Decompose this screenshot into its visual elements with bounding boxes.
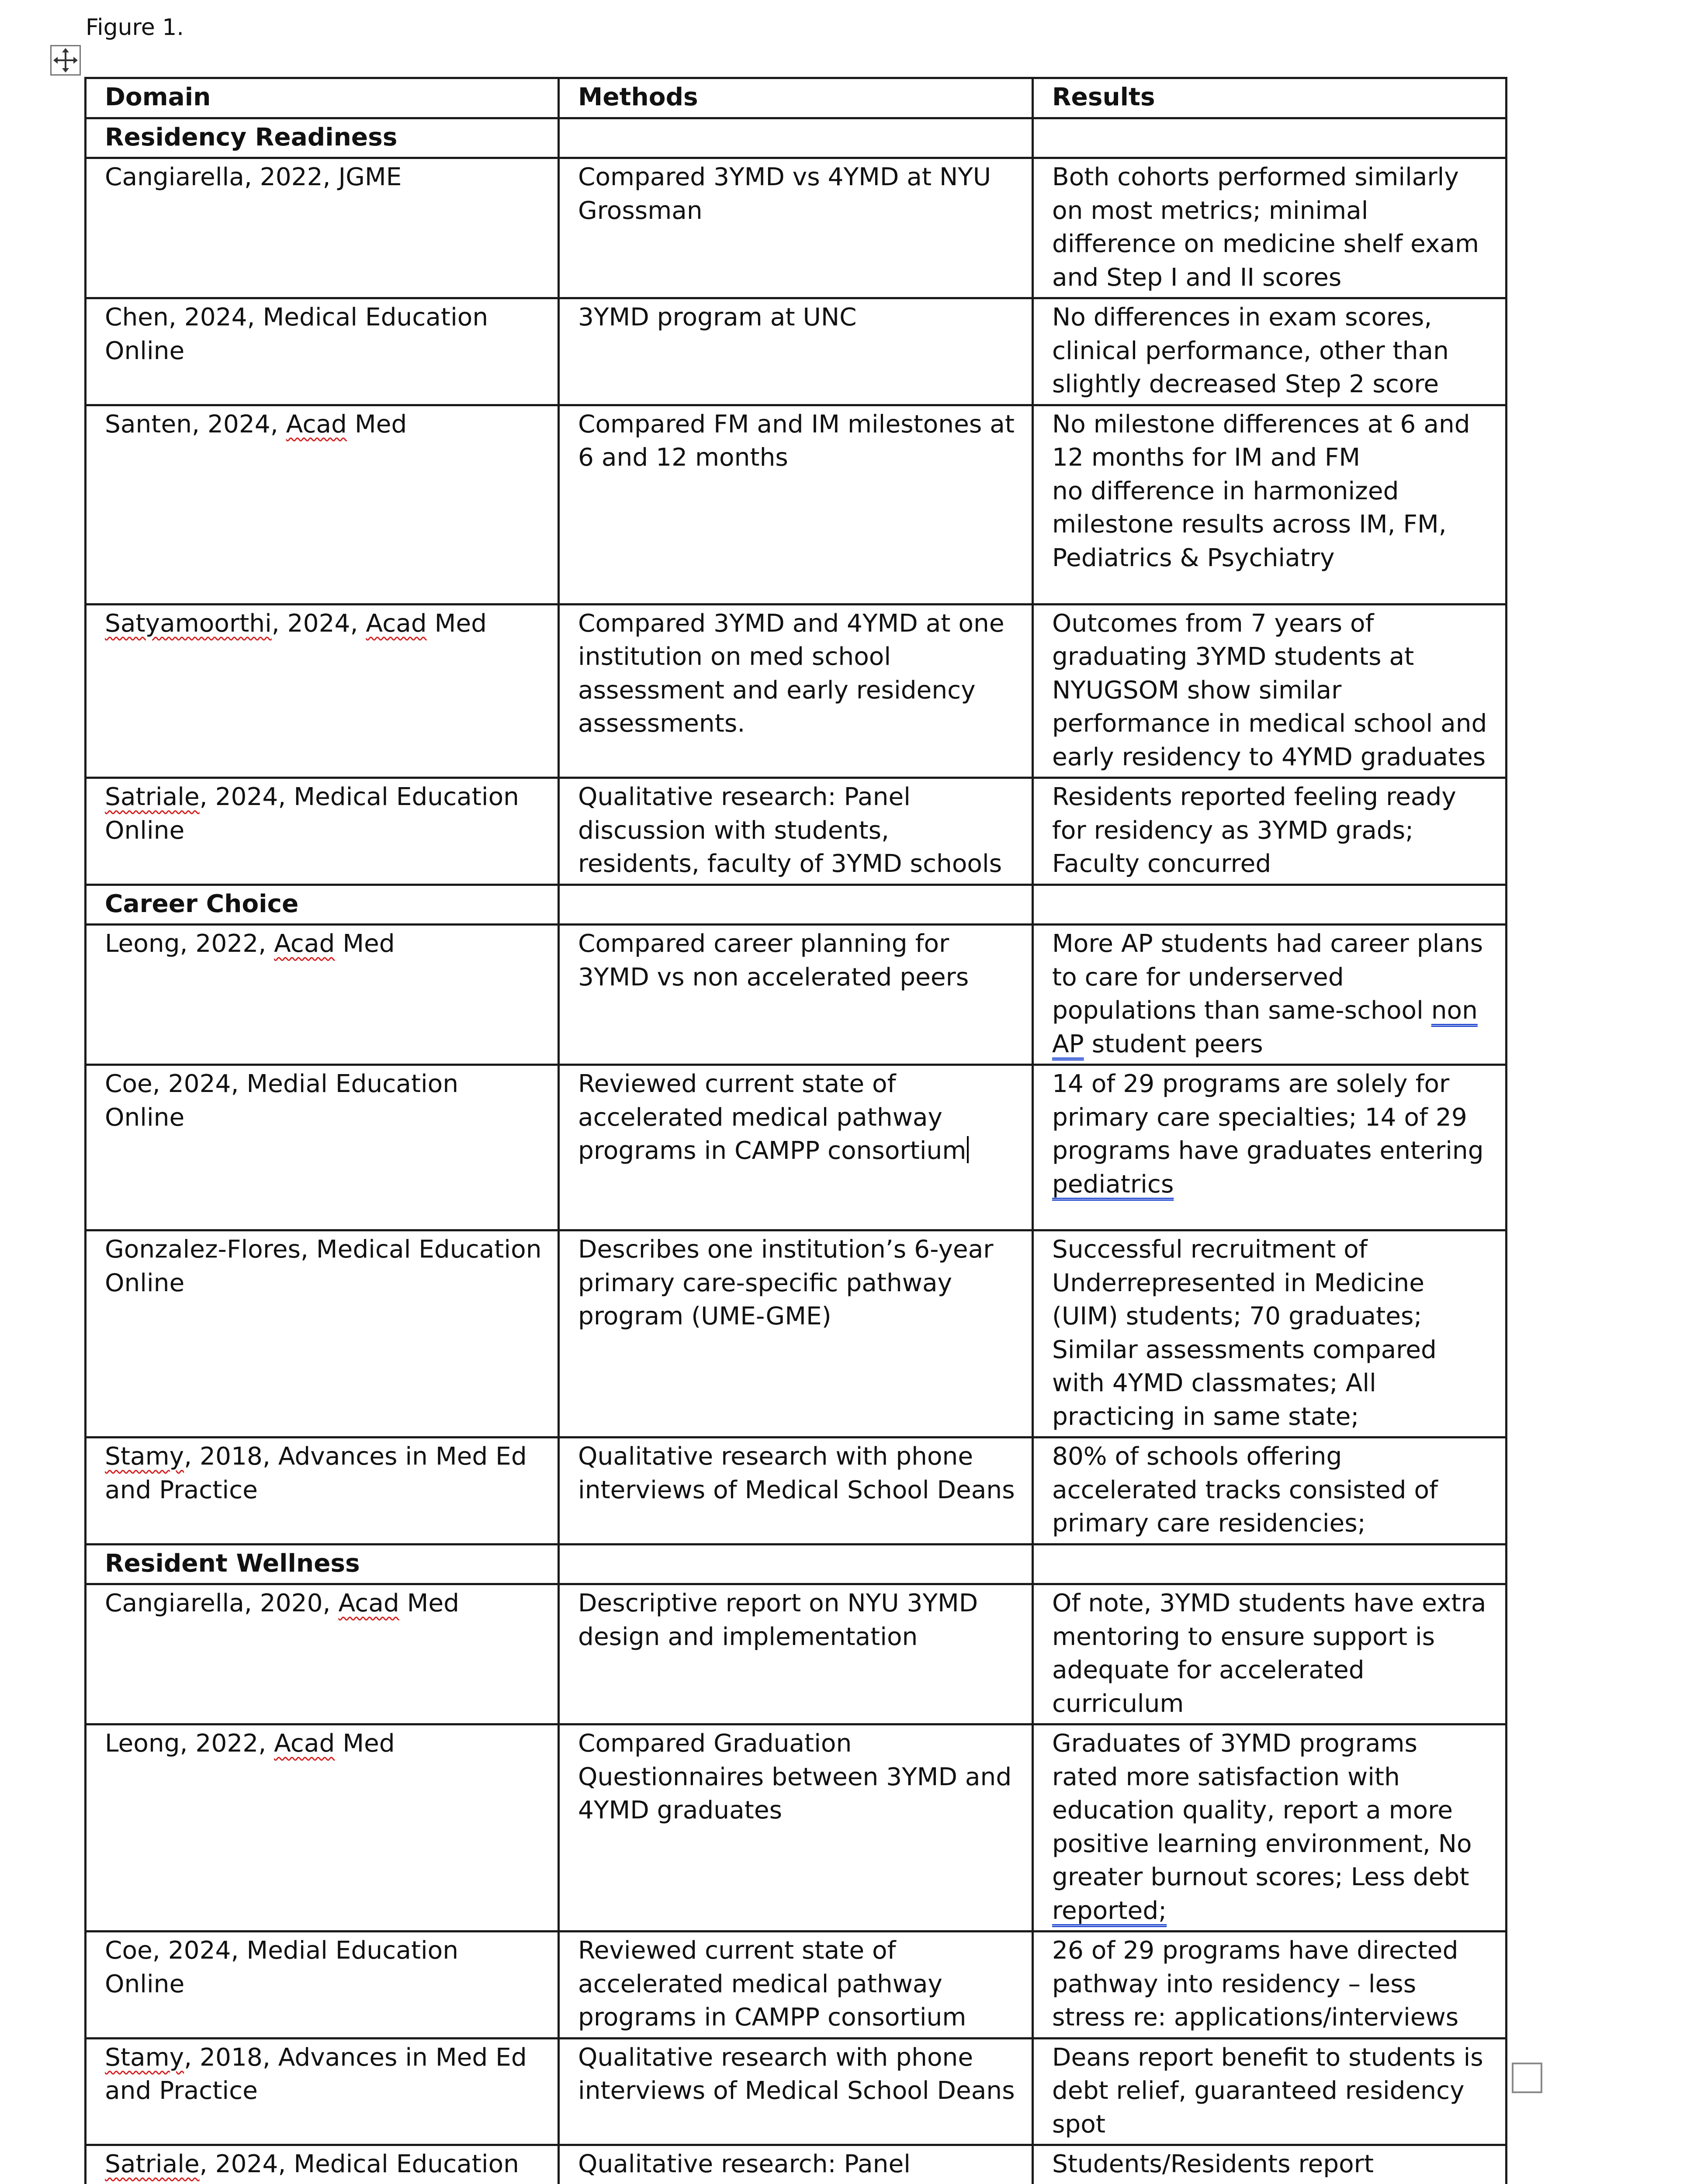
spelling-flag: Stamy bbox=[105, 1442, 184, 1471]
methods-cell[interactable] bbox=[559, 1438, 1033, 1545]
spelling-flag: Acad bbox=[286, 410, 347, 439]
header-results[interactable]: Results bbox=[1033, 78, 1507, 118]
cell-text: , 2024, bbox=[272, 609, 366, 638]
results-cell[interactable] bbox=[1033, 2038, 1507, 2145]
citation-cell[interactable] bbox=[86, 1230, 559, 1438]
empty-cell[interactable] bbox=[559, 118, 1033, 158]
table-row bbox=[86, 1932, 1507, 2039]
cell-text: Compared Graduation Questionnaires between 3YMD and 4YMD graduates bbox=[578, 1729, 1011, 1825]
table-row bbox=[86, 604, 1507, 778]
cell-text: , 2024, Medical Education bbox=[105, 2150, 519, 2184]
cell-text: Qualitative research: Panel bbox=[578, 2150, 1002, 2184]
grammar-flag: non AP bbox=[1052, 996, 1478, 1058]
cell-text: Coe, 2024, Medial Education Online bbox=[105, 1936, 458, 1998]
section-row bbox=[86, 885, 1507, 925]
methods-cell[interactable] bbox=[559, 158, 1033, 298]
cell-text: Leong, 2022, bbox=[105, 930, 274, 958]
table-row bbox=[86, 405, 1507, 604]
text-cursor bbox=[967, 1136, 969, 1163]
methods-cell[interactable] bbox=[559, 1230, 1033, 1438]
citation-cell[interactable] bbox=[86, 1438, 559, 1545]
table-row bbox=[86, 1584, 1507, 1724]
cell-text: Compared 3YMD vs 4YMD at NYU Grossman bbox=[578, 163, 991, 225]
results-cell[interactable] bbox=[1033, 1724, 1507, 1932]
cell-text: No milestone differences at 6 and 12 months for IM and FM bbox=[1052, 410, 1470, 472]
figure-caption: Figure 1. bbox=[86, 12, 184, 43]
cell-text: Compared FM and IM milestones at 6 and 12 months bbox=[578, 410, 1015, 472]
empty-cell[interactable] bbox=[559, 1544, 1033, 1584]
cell-text: Qualitative research with phone interviews of Medical School Deans bbox=[578, 2043, 1015, 2105]
spelling-flag: Acad bbox=[274, 1729, 335, 1758]
methods-cell[interactable] bbox=[559, 1932, 1033, 2039]
cell-text: Graduates of 3YMD programs rated more satisfaction with education quality, report a more positive learning environment, No greater burnout scores; Less debt bbox=[1052, 1729, 1472, 1891]
citation-cell[interactable] bbox=[86, 2038, 559, 2145]
empty-cell[interactable] bbox=[1033, 118, 1507, 158]
spelling-flag: Acad bbox=[274, 930, 335, 958]
cell-text: Qualitative research with phone interviews of Medical School Deans bbox=[578, 1442, 1015, 1504]
results-cell[interactable] bbox=[1033, 1932, 1507, 2039]
cell-text: , 2024, Medical Education Online bbox=[105, 783, 519, 845]
cell-text: 3YMD program at UNC bbox=[578, 303, 857, 332]
section-title[interactable]: Resident Wellness bbox=[86, 1544, 559, 1584]
citation-cell[interactable] bbox=[86, 604, 559, 778]
results-cell[interactable] bbox=[1033, 925, 1507, 1065]
cell-text: Leong, 2022, bbox=[105, 1729, 274, 1758]
table-row bbox=[86, 2038, 1507, 2145]
cell-text: Cangiarella, 2022, JGME bbox=[105, 163, 402, 191]
methods-cell[interactable] bbox=[559, 1065, 1033, 1230]
cell-text: Gonzalez-Flores, Medical Education Online bbox=[105, 1235, 542, 1297]
citation-cell[interactable] bbox=[86, 405, 559, 604]
citation-cell[interactable] bbox=[86, 298, 559, 405]
cell-text: Describes one institution’s 6-year primary care-specific pathway program (UME-GME) bbox=[578, 1235, 994, 1330]
citation-cell[interactable] bbox=[86, 1065, 559, 1230]
cell-text: , 2018, Advances in Med Ed and Practice bbox=[105, 2043, 527, 2105]
citation-cell[interactable] bbox=[86, 158, 559, 298]
spelling-flag: Satriale bbox=[105, 2150, 200, 2178]
table-row bbox=[86, 1438, 1507, 1545]
cell-text: Santen, 2024, bbox=[105, 410, 286, 439]
citation-cell[interactable] bbox=[86, 1724, 559, 1932]
table-row bbox=[86, 1230, 1507, 1438]
table-row bbox=[86, 1724, 1507, 1932]
results-cell[interactable] bbox=[1033, 1230, 1507, 1438]
header-methods[interactable]: Methods bbox=[559, 78, 1033, 118]
methods-cell[interactable] bbox=[559, 2038, 1033, 2145]
section-title[interactable]: Career Choice bbox=[86, 885, 559, 925]
literature-table bbox=[84, 77, 1507, 2184]
header-row bbox=[86, 78, 1507, 118]
spelling-flag: Satyamoorthi bbox=[105, 609, 272, 638]
cell-text: Compared 3YMD and 4YMD at one institution on med school assessment and early residency assessments. bbox=[578, 609, 1004, 738]
results-cell[interactable] bbox=[1033, 2145, 1507, 2184]
section-row bbox=[86, 118, 1507, 158]
section-row bbox=[86, 1544, 1507, 1584]
spelling-flag: Acad bbox=[338, 1589, 399, 1617]
methods-cell[interactable] bbox=[559, 298, 1033, 405]
citation-cell[interactable] bbox=[86, 2145, 559, 2184]
methods-cell[interactable] bbox=[559, 405, 1033, 604]
cell-text: Of note, 3YMD students have extra mentoring to ensure support is adequate for accelerated curriculum bbox=[1052, 1589, 1486, 1718]
grammar-flag: pediatrics bbox=[1052, 1170, 1174, 1199]
cell-text: Compared career planning for 3YMD vs non accelerated peers bbox=[578, 930, 969, 992]
cell-text: Students/Residents report bbox=[1052, 2150, 1474, 2184]
cell-text: , 2018, Advances in Med Ed and Practice bbox=[105, 1442, 527, 1504]
cell-text: no difference in harmonized milestone results across IM, FM, Pediatrics & Psychiatry bbox=[1052, 477, 1447, 572]
spelling-flag: Acad bbox=[366, 609, 426, 638]
cell-text: 80% of schools offering accelerated tracks consisted of primary care residencies; bbox=[1052, 1442, 1438, 1538]
table-row bbox=[86, 778, 1507, 885]
cell-text: Both cohorts performed similarly on most metrics; minimal difference on medicine shelf exam and Step I and II scores bbox=[1052, 163, 1479, 292]
grammar-flag: reported; bbox=[1052, 1897, 1167, 1925]
cell-text: Med bbox=[427, 609, 487, 638]
methods-cell[interactable] bbox=[559, 604, 1033, 778]
results-cell[interactable] bbox=[1033, 1438, 1507, 1545]
results-cell[interactable] bbox=[1033, 158, 1507, 298]
table-resize-handle[interactable] bbox=[1512, 2063, 1542, 2093]
cell-text: Med bbox=[399, 1589, 459, 1617]
results-cell[interactable] bbox=[1033, 1065, 1507, 1230]
empty-cell[interactable] bbox=[1033, 1544, 1507, 1584]
results-cell[interactable] bbox=[1033, 778, 1507, 885]
methods-cell[interactable] bbox=[559, 925, 1033, 1065]
cell-text: Reviewed current state of accelerated medical pathway programs in CAMPP consortium bbox=[578, 1936, 966, 2032]
table-row bbox=[86, 298, 1507, 405]
empty-cell[interactable] bbox=[1033, 885, 1507, 925]
cell-text: Qualitative research: Panel discussion with students, residents, faculty of 3YMD schools bbox=[578, 783, 1002, 878]
table-row bbox=[86, 158, 1507, 298]
cell-text: Deans report benefit to students is debt relief, guaranteed residency spot bbox=[1052, 2043, 1483, 2139]
citation-cell[interactable] bbox=[86, 925, 559, 1065]
cell-text: Med bbox=[335, 1729, 395, 1758]
cell-text: Reviewed current state of accelerated medical pathway programs in CAMPP consortium bbox=[578, 1070, 966, 1165]
cell-text: No differences in exam scores, clinical performance, other than slightly decreased Step 2 score bbox=[1052, 303, 1449, 398]
methods-cell[interactable] bbox=[559, 1584, 1033, 1724]
cell-text: Med bbox=[347, 410, 407, 439]
methods-cell[interactable] bbox=[559, 2145, 1033, 2184]
cell-text: Descriptive report on NYU 3YMD design and implementation bbox=[578, 1589, 978, 1651]
cell-text: student peers bbox=[1084, 1030, 1263, 1058]
table-row bbox=[86, 2145, 1507, 2184]
section-title[interactable]: Residency Readiness bbox=[86, 118, 559, 158]
cell-text: 14 of 29 programs are solely for primary care specialties; 14 of 29 programs have graduates entering bbox=[1052, 1070, 1484, 1165]
cell-text: Coe, 2024, Medial Education Online bbox=[105, 1070, 458, 1132]
cell-text: 26 of 29 programs have directed pathway into residency – less stress re: applications/interviews bbox=[1052, 1936, 1458, 2032]
citation-cell[interactable] bbox=[86, 1584, 559, 1724]
results-cell[interactable] bbox=[1033, 604, 1507, 778]
results-cell[interactable] bbox=[1033, 405, 1507, 604]
table-row bbox=[86, 1065, 1507, 1230]
results-cell[interactable] bbox=[1033, 1584, 1507, 1724]
citation-cell[interactable] bbox=[86, 778, 559, 885]
table-move-handle-icon[interactable] bbox=[50, 45, 81, 76]
header-domain[interactable]: Domain bbox=[86, 78, 559, 118]
empty-cell[interactable] bbox=[559, 885, 1033, 925]
cell-text: Chen, 2024, Medical Education Online bbox=[105, 303, 488, 365]
cell-text: Residents reported feeling ready for residency as 3YMD grads; Faculty concurred bbox=[1052, 783, 1456, 878]
spelling-flag: Satriale bbox=[105, 783, 200, 811]
cell-text: Cangiarella, 2020, bbox=[105, 1589, 338, 1617]
results-cell[interactable] bbox=[1033, 298, 1507, 405]
cell-text: Successful recruitment of Underrepresented in Medicine (UIM) students; 70 graduates; Similar assessments compared with 4YMD classmates; All practicing in same state; bbox=[1052, 1235, 1437, 1431]
cell-text: More AP students had career plans to care for underserved populations than same-school bbox=[1052, 930, 1483, 1025]
spelling-flag: Stamy bbox=[105, 2043, 184, 2072]
citation-cell[interactable] bbox=[86, 1932, 559, 2039]
cell-text: Outcomes from 7 years of graduating 3YMD students at NYUGSOM show similar performance in medical school and early residency to 4YMD graduates bbox=[1052, 609, 1487, 771]
methods-cell[interactable] bbox=[559, 778, 1033, 885]
cell-text: Med bbox=[335, 930, 395, 958]
methods-cell[interactable] bbox=[559, 1724, 1033, 1932]
table-row bbox=[86, 925, 1507, 1065]
